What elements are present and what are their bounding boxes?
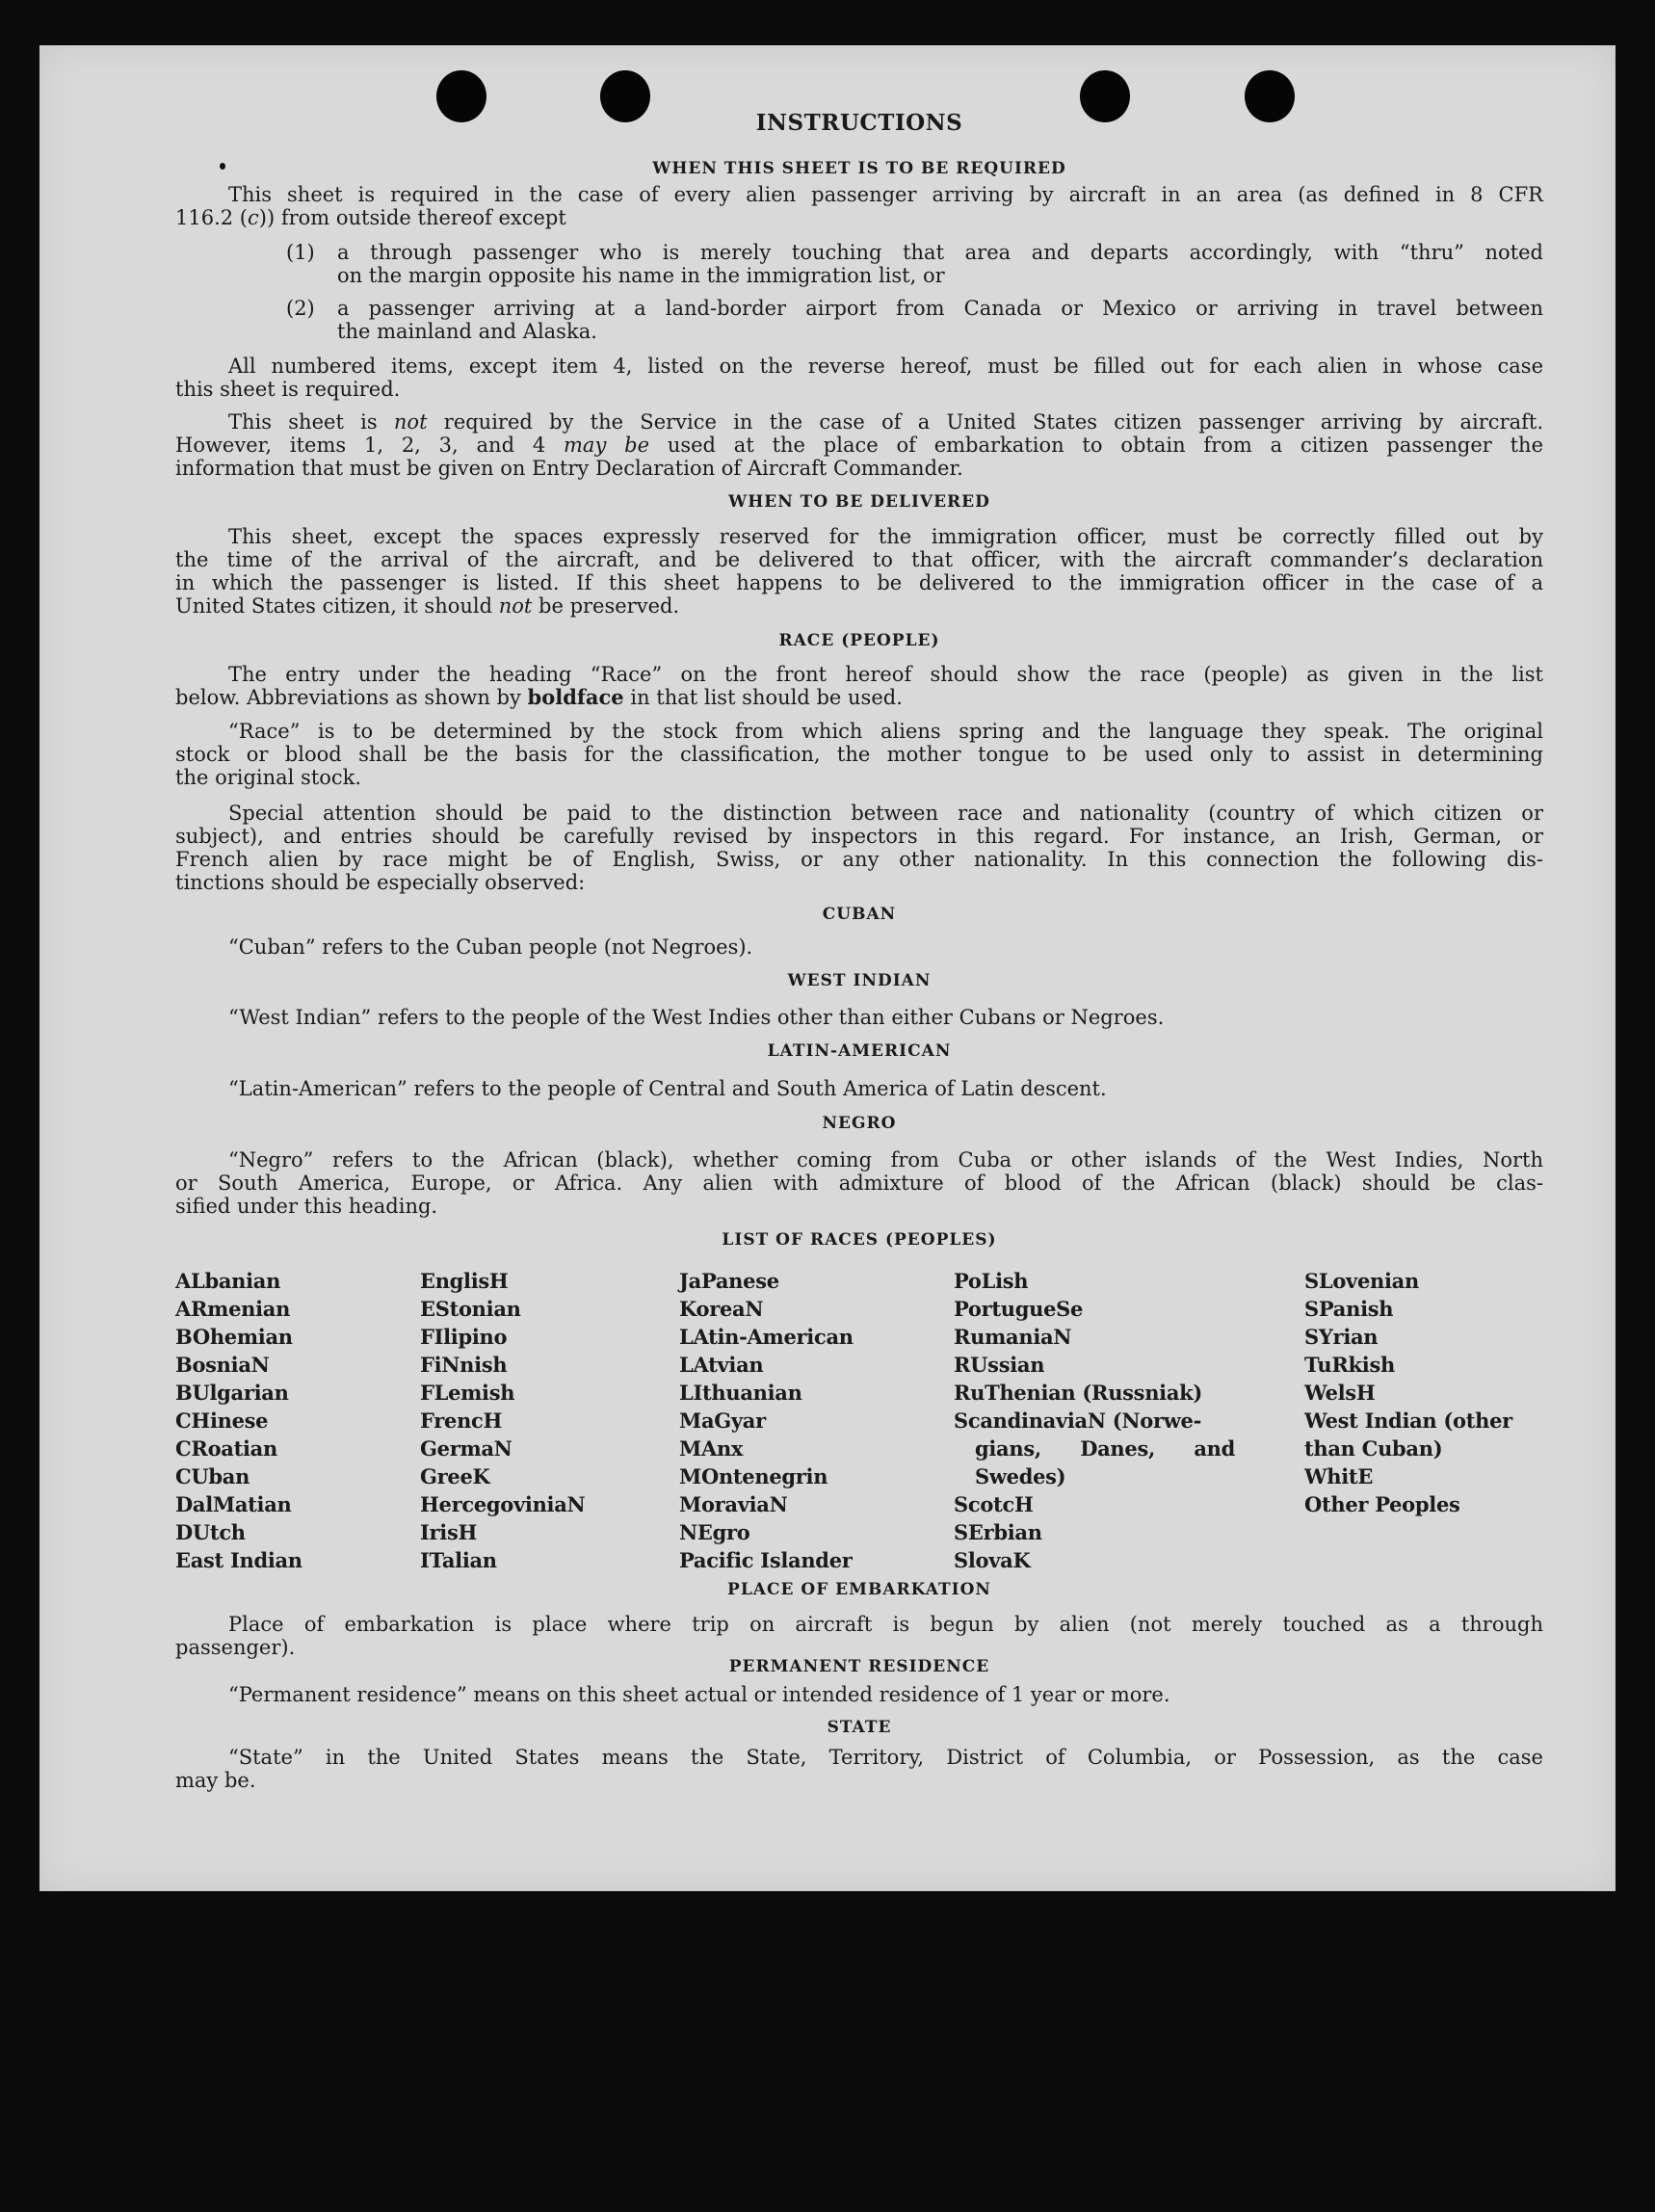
text-line: the time of the arrival of the aircraft, and be delivered to that officer, with the aircraft commander’s declaration — [175, 548, 1543, 571]
item-number: (1) — [286, 241, 315, 264]
text-line: passenger). — [175, 1636, 296, 1659]
section-heading: WHEN TO BE DELIVERED — [728, 492, 990, 512]
text-line: The entry under the heading “Race” on the front hereof should show the race (people) as given in the list — [228, 663, 1543, 686]
paragraph — [175, 183, 1543, 229]
text-line: This sheet, except the spaces expressly reserved for the immigration officer, must be correctly filled out by — [228, 525, 1543, 548]
text-segment: required by the Service in the case of a United States citizen passenger arriving by aircraft. — [427, 410, 1544, 434]
paragraph — [175, 1006, 1543, 1029]
bold-text: boldface — [527, 685, 624, 709]
race-entry: LAtin-American — [679, 1325, 854, 1349]
section-heading: PLACE OF EMBARKATION — [727, 1580, 991, 1599]
italic-text: c — [248, 206, 259, 229]
text-line — [175, 686, 1543, 709]
race-entry: RumaniaN — [954, 1325, 1072, 1349]
italic-text: may be — [564, 434, 649, 457]
paragraph — [175, 1148, 1543, 1218]
section-heading: STATE — [827, 1718, 892, 1737]
race-entry: FrencH — [420, 1409, 503, 1433]
text-line: a passenger arriving at a land-border airport from Canada or Mexico or arriving in travel between — [337, 297, 1543, 320]
race-entry: RuThenian (Russniak) — [954, 1381, 1203, 1405]
race-entry: MAnx — [679, 1436, 744, 1461]
text-line: “State” in the United States means the State, Territory, District of Columbia, or Possession, as the case — [228, 1746, 1543, 1769]
section-heading: WEST INDIAN — [787, 971, 932, 990]
paragraph — [175, 720, 1543, 789]
race-entry: ScandinaviaN (Norwe- — [954, 1409, 1202, 1433]
race-entry: WhitE — [1304, 1464, 1374, 1488]
race-entry: KoreaN — [679, 1297, 764, 1321]
race-entry: DUtch — [175, 1520, 246, 1544]
race-entry: ITalian — [420, 1548, 497, 1572]
races-column — [175, 1267, 426, 1574]
race-entry: Swedes) — [975, 1464, 1066, 1488]
text-line: the original stock. — [175, 766, 362, 789]
race-entry: SLovenian — [1304, 1269, 1419, 1293]
race-entry: MOntenegrin — [679, 1464, 828, 1488]
text-segment: United States citizen, it should — [175, 594, 499, 618]
text-line: “Race” is to be determined by the stock from which aliens spring and the language they speak. The original — [228, 720, 1543, 743]
race-entry: GermaN — [420, 1436, 512, 1461]
paragraph — [175, 935, 1543, 959]
race-entry: PortugueSe — [954, 1297, 1084, 1321]
races-column — [679, 1267, 930, 1574]
text-line: “Latin-American” refers to the people of Central and South America of Latin descent. — [228, 1077, 1107, 1100]
race-entry: JaPanese — [679, 1269, 779, 1293]
document-page — [39, 45, 1616, 1891]
text-segment: be preserved. — [532, 594, 680, 618]
item-text — [337, 297, 1543, 343]
text-line: may be. — [175, 1769, 256, 1792]
text-segment: This sheet is — [228, 410, 394, 434]
section-heading: RACE (PEOPLE) — [778, 631, 940, 650]
text-segment: However, items 1, 2, 3, and 4 — [175, 434, 565, 457]
section-heading: PERMANENT RESIDENCE — [728, 1657, 990, 1676]
text-line: sified under this heading. — [175, 1195, 438, 1218]
text-line: “Cuban” refers to the Cuban people (not Negroes). — [228, 935, 753, 959]
race-entry: EStonian — [420, 1297, 521, 1321]
race-entry: BosniaN — [175, 1353, 270, 1377]
text-segment: in that list should be used. — [623, 686, 903, 709]
text-line — [175, 594, 1543, 618]
paragraph — [175, 802, 1543, 894]
race-entry: Other Peoples — [1304, 1492, 1460, 1516]
text-line: the mainland and Alaska. — [337, 320, 597, 343]
item-number: (2) — [286, 297, 315, 320]
race-entry: LIthuanian — [679, 1381, 802, 1405]
text-line: on the margin opposite his name in the immigration list, or — [337, 264, 945, 287]
race-entry: ALbanian — [175, 1269, 281, 1293]
race-entry: DalMatian — [175, 1492, 292, 1516]
races-column — [420, 1267, 670, 1574]
text-line: this sheet is required. — [175, 378, 401, 401]
text-line: All numbered items, except item 4, listed on the reverse hereof, must be filled out for each alien in whose case — [228, 355, 1543, 378]
text-line: French alien by race might be of English, Swiss, or any other nationality. In this connection the following dis- — [175, 848, 1543, 871]
race-entry: WelsH — [1304, 1381, 1376, 1405]
numbered-exception-item — [175, 241, 1543, 287]
text-line: Place of embarkation is place where trip on aircraft is begun by alien (not merely touched as a through — [228, 1613, 1543, 1636]
race-entry: BOhemian — [175, 1325, 293, 1349]
text-line: “Permanent residence” means on this sheet actual or intended residence of 1 year or more. — [228, 1683, 1170, 1706]
races-column — [954, 1267, 1235, 1574]
numbered-exception-item — [175, 297, 1543, 343]
paragraph — [175, 525, 1543, 618]
paragraph — [175, 1746, 1543, 1792]
race-entry: GreeK — [420, 1464, 490, 1488]
text-line: “Negro” refers to the African (black), whether coming from Cuba or other islands of the West Indies, North — [228, 1148, 1543, 1172]
race-entry: East Indian — [175, 1548, 302, 1572]
race-entry: FIlipino — [420, 1325, 508, 1349]
text-line: This sheet is required in the case of every alien passenger arriving by aircraft in an area (as defined in 8 CFR — [228, 183, 1543, 206]
section-heading: LIST OF RACES (PEOPLES) — [722, 1230, 997, 1250]
race-entry: than Cuban) — [1304, 1436, 1443, 1461]
text-line — [175, 434, 1543, 457]
paragraph — [175, 1613, 1543, 1659]
race-entry: Pacific Islander — [679, 1548, 853, 1572]
race-entry: SPanish — [1304, 1297, 1394, 1321]
race-entry: RUssian — [954, 1353, 1045, 1377]
race-entry: MaGyar — [679, 1409, 766, 1433]
paragraph — [175, 1683, 1543, 1706]
race-entry: West Indian (other — [1304, 1409, 1512, 1433]
text-line: in which the passenger is listed. If this sheet happens to be delivered to the immigration officer in the case of a — [175, 571, 1543, 594]
race-entry: LAtvian — [679, 1353, 764, 1377]
race-entry: gians, Danes, and — [975, 1436, 1235, 1461]
italic-text: not — [393, 410, 428, 434]
text-line: a through passenger who is merely touching that area and departs accordingly, with “thru” noted — [337, 241, 1543, 264]
page-title: INSTRUCTIONS — [755, 110, 963, 136]
race-entry: CRoatian — [175, 1436, 277, 1461]
races-column — [1304, 1267, 1555, 1518]
race-entry: EnglisH — [420, 1269, 509, 1293]
race-entry: FLemish — [420, 1381, 515, 1405]
race-entry: MoraviaN — [679, 1492, 788, 1516]
item-text — [337, 241, 1543, 287]
race-entry: BUlgarian — [175, 1381, 289, 1405]
race-entry: CHinese — [175, 1409, 269, 1433]
section-heading: WHEN THIS SHEET IS TO BE REQUIRED — [652, 159, 1066, 178]
race-entry: NEgro — [679, 1520, 750, 1544]
text-line: “West Indian” refers to the people of the West Indies other than either Cubans or Negroes. — [228, 1006, 1165, 1029]
race-entry: SlovaK — [954, 1548, 1031, 1572]
paragraph — [175, 355, 1543, 401]
text-line: or South America, Europe, or Africa. Any alien with admixture of blood of the African (black) should be clas- — [175, 1172, 1543, 1195]
text-segment: below. Abbreviations as shown by — [175, 686, 528, 709]
race-entry: ARmenian — [175, 1297, 291, 1321]
text-segment: )) from outside thereof except — [258, 206, 566, 229]
section-heading: CUBAN — [822, 905, 897, 924]
section-heading: LATIN-AMERICAN — [767, 1041, 952, 1061]
text-line — [175, 206, 1543, 229]
race-entry: PoLish — [954, 1269, 1029, 1293]
race-entry: HercegoviniaN — [420, 1492, 586, 1516]
text-segment: 116.2 ( — [175, 206, 248, 229]
race-entry: FiNnish — [420, 1353, 508, 1377]
text-line: subject), and entries should be carefully revised by inspectors in this regard. For instance, an Irish, German, or — [175, 825, 1543, 848]
text-line: stock or blood shall be the basis for the classification, the mother tongue to be used only to assist in determining — [175, 743, 1543, 766]
section-heading: NEGRO — [822, 1114, 897, 1133]
race-entry: IrisH — [420, 1520, 478, 1544]
race-entry: CUban — [175, 1464, 250, 1488]
paragraph — [175, 663, 1543, 709]
race-entry: ScotcH — [954, 1492, 1034, 1516]
text-segment: used at the place of embarkation to obtain from a citizen passenger the — [649, 434, 1544, 457]
italic-text: not — [498, 594, 533, 618]
paragraph — [175, 410, 1543, 480]
text-line: information that must be given on Entry Declaration of Aircraft Commander. — [175, 457, 963, 480]
race-entry: SYrian — [1304, 1325, 1379, 1349]
text-line: Special attention should be paid to the distinction between race and nationality (country of which citizen or — [228, 802, 1543, 825]
race-entry: SErbian — [954, 1520, 1042, 1544]
text-line: tinctions should be especially observed: — [175, 871, 586, 894]
text-line — [175, 410, 1543, 434]
paragraph — [175, 1077, 1543, 1100]
race-entry: TuRkish — [1304, 1353, 1395, 1377]
